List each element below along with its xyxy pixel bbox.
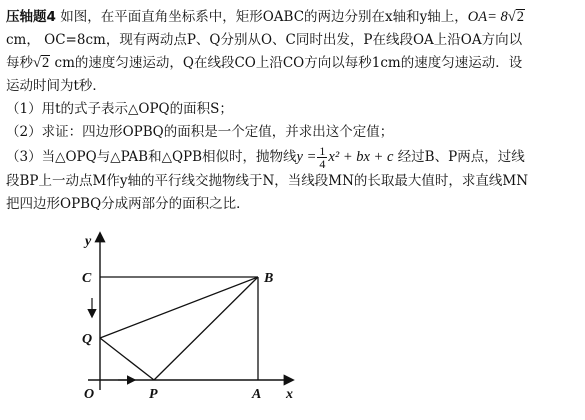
- label-y: y: [85, 234, 92, 249]
- parabola-y: y =: [296, 149, 317, 165]
- question-3a: （3）当△OPQ与△PAB和△QPB相似时，抛物线: [6, 149, 297, 165]
- geometry-figure: [70, 228, 310, 418]
- label-b: B: [264, 271, 274, 286]
- sqrt-2: 2: [516, 9, 524, 25]
- problem-text: [6, 6, 580, 216]
- question-1: （1）用t的式子表示△OPQ的面积S；: [6, 101, 233, 117]
- problem-title: 压轴题4: [6, 9, 56, 25]
- problem-intro-1: 如图，在平面直角坐标系中，矩形OABC的两边分别在x轴和y轴上，: [60, 9, 468, 25]
- question-3b: 经过B、P两点，过线: [397, 149, 525, 165]
- label-o: O: [84, 387, 95, 402]
- problem-intro-3a: 每秒: [6, 55, 33, 71]
- question-2: （2）求证：四边形OPBQ的面积是一个定值，并求出这个定值；: [6, 124, 394, 140]
- label-x: x: [286, 387, 293, 402]
- label-c: C: [82, 271, 92, 286]
- label-a: A: [252, 387, 262, 402]
- question-3-line-3: 把四边形OPBQ分成两部分的面积之比．: [6, 196, 250, 212]
- problem-intro-4: 运动时间为t秒．: [6, 78, 106, 94]
- label-q: Q: [82, 332, 93, 347]
- oa-label: OA: [467, 9, 488, 25]
- question-3: [6, 144, 580, 170]
- question-3-line-2: 段BP上一动点M作y轴的平行线交抛物线于N，当线段MN的长取最大值时，求直线MN: [6, 173, 529, 189]
- label-p: P: [149, 387, 158, 402]
- problem-intro-3b: cm的速度匀速运动，Q在线段CO上沿CO方向以每秒1cm的速度匀速运动．设: [54, 55, 523, 71]
- problem-line-4: [6, 75, 580, 98]
- segment-pb: [154, 277, 258, 380]
- problem-intro-2: cm， OC=8cm，现有两动点P、Q分别从O、C同时出发，P在线段OA上沿OA方向以: [6, 32, 523, 48]
- segment-qp: [100, 338, 154, 380]
- problem-line-3: 每秒√2 cm的速度匀速运动，Q在线段CO上沿CO方向以每秒1cm的速度匀速运动．设: [6, 55, 523, 71]
- problem-line-1: 压轴题4 如图，在平面直角坐标系中，矩形OABC的两边分别在x轴和y轴上，OA= 8√2: [6, 9, 524, 25]
- parabola-frac: $\frac{1}{4}$: [319, 144, 326, 171]
- segment-qb: [100, 277, 258, 338]
- sqrt-2-speed: 2: [41, 55, 50, 71]
- parabola-rest: x² + bx + c: [328, 149, 394, 165]
- problem-line-2: [6, 29, 580, 52]
- oa-eq: = 8: [487, 9, 508, 25]
